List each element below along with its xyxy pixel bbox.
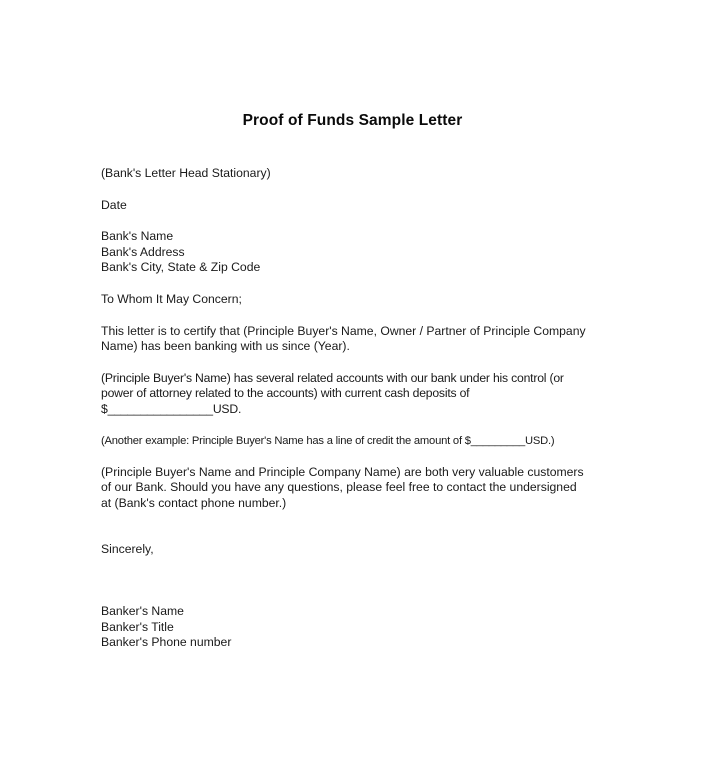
letter-body: [101, 166, 586, 651]
paragraph-certify: This letter is to certify that (Principle Buyer's Name, Owner / Partner of Principle Company Name) has been banking with us since (Year).: [101, 323, 586, 354]
spacer: [101, 308, 586, 324]
paragraph-accounts: (Principle Buyer's Name) has several related accounts with our bank under his control (or power of attorney related to the accounts) with current cash deposits of $________________USD.: [101, 370, 564, 416]
recipient-address-block: [101, 229, 586, 276]
spacer: [101, 213, 586, 229]
signer-phone: Banker's Phone number: [101, 635, 232, 650]
spacer: [101, 276, 586, 292]
closing-line: Sincerely,: [101, 542, 154, 557]
recipient-name: Bank's Name: [101, 229, 174, 244]
spacer: [101, 182, 586, 198]
spacer: [101, 355, 586, 371]
spacer: [101, 449, 586, 465]
recipient-address: Bank's Address: [101, 244, 185, 259]
spacer: [101, 418, 586, 434]
page-title: Proof of Funds Sample Letter: [242, 112, 463, 129]
paragraph-valuable-customers: (Principle Buyer's Name and Principle Company Name) are both very valuable customers of our Bank. Should you have any questions, please feel free to contact the undersigned at (Bank's contact phone number.): [101, 464, 584, 510]
salutation: To Whom It May Concern;: [101, 291, 242, 306]
spacer: [101, 558, 586, 604]
paragraph-another-example: (Another example: Principle Buyer's Name has a line of credit the amount of $_________USD.): [101, 434, 555, 447]
signer-name: Banker's Name: [101, 603, 184, 618]
spacer: [101, 511, 586, 542]
signer-title: Banker's Title: [101, 619, 174, 634]
signature-block: [101, 604, 586, 651]
letterhead-line: (Bank's Letter Head Stationary): [101, 166, 271, 180]
date-line: Date: [101, 197, 127, 212]
recipient-city-state-zip: Bank's City, State & Zip Code: [101, 260, 261, 275]
